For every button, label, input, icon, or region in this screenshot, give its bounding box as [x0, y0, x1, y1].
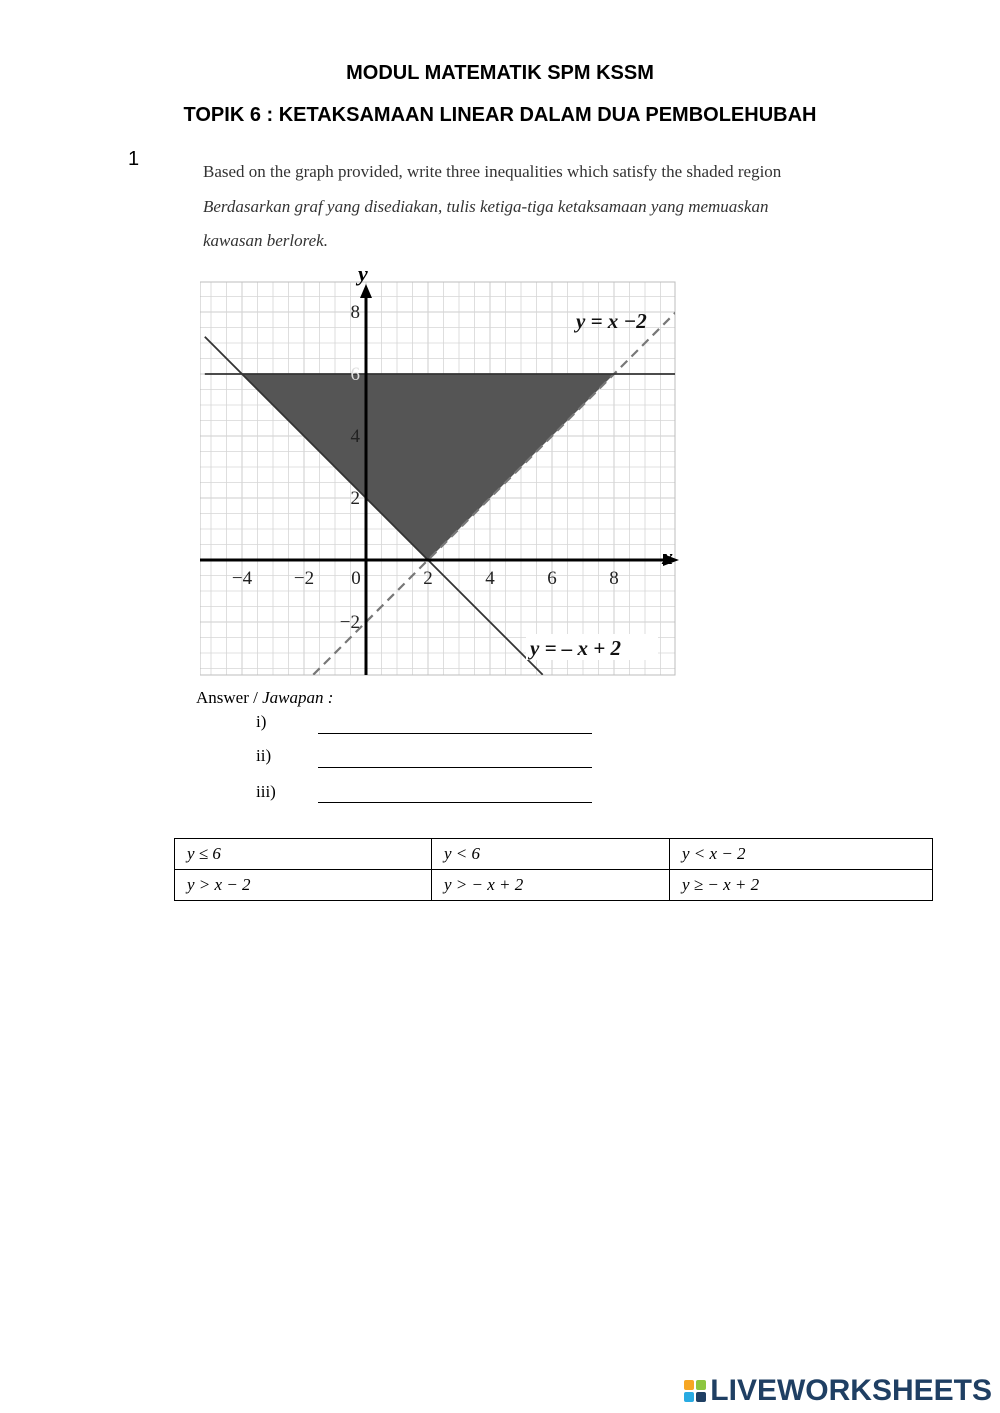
line-label-y-equals-x-minus-2: y = x −2 [576, 309, 647, 333]
inequality-graph [200, 265, 700, 680]
x-axis-label: x [662, 544, 673, 569]
x-tick-label: 0 [351, 568, 361, 589]
x-tick-label: 8 [609, 568, 619, 589]
line-label-y-equals-minus-x-plus-2: y = – x + 2 [530, 636, 622, 660]
brand-name: LIVEWORKSHEETS [710, 1374, 992, 1407]
options-row-1 [175, 839, 933, 870]
question-text-malay-line-1: Berdasarkan graf yang disediakan, tulis ketiga-tiga ketaksamaan yang memuaskan [203, 197, 769, 216]
x-tick-label: 4 [485, 568, 495, 589]
y-tick-label: 2 [350, 488, 360, 509]
x-tick-label: −4 [231, 568, 253, 589]
logo-mark-icon [684, 1380, 706, 1402]
question-text-malay-line-2: kawasan berlorek. [203, 231, 328, 250]
answer-label: Answer [196, 688, 249, 707]
y-tick-label: 8 [350, 302, 360, 323]
options-table [174, 838, 933, 901]
option-cell[interactable]: y ≤ 6 [175, 839, 432, 870]
option-cell[interactable]: y < 6 [432, 839, 670, 870]
answer-item-1-label: i) [256, 712, 267, 731]
options-row-2 [175, 870, 933, 901]
x-tick-label: 2 [423, 568, 433, 589]
option-cell[interactable]: y ≥ − x + 2 [670, 870, 933, 901]
answer-item-2-label: ii) [256, 746, 272, 765]
answer-line-1[interactable] [318, 733, 592, 734]
option-cell[interactable]: y > x − 2 [175, 870, 432, 901]
question-text-english: Based on the graph provided, write three inequalities which satisfy the shaded region [203, 162, 782, 181]
x-tick-label: 6 [547, 568, 557, 589]
answer-item-3-label: iii) [256, 782, 276, 801]
answer-line-3[interactable] [318, 802, 592, 803]
y-axis-label: y [358, 265, 368, 286]
x-tick-label: −2 [293, 568, 315, 589]
liveworksheets-logo [684, 1374, 992, 1408]
answer-line-2[interactable] [318, 767, 592, 768]
y-tick-label: −2 [339, 612, 360, 633]
y-tick-label: 4 [350, 426, 360, 447]
answer-heading: Answer / Jawapan : [196, 688, 334, 707]
module-title: MODUL MATEMATIK SPM KSSM [346, 62, 654, 84]
topic-title: TOPIK 6 : KETAKSAMAAN LINEAR DALAM DUA PEMBOLEHUBAH [183, 104, 817, 126]
option-cell[interactable]: y > − x + 2 [432, 870, 670, 901]
y-tick-label: 6 [350, 364, 360, 385]
answer-label-malay: Jawapan : [262, 688, 334, 707]
question-number: 1 [128, 148, 140, 170]
option-cell[interactable]: y < x − 2 [670, 839, 933, 870]
